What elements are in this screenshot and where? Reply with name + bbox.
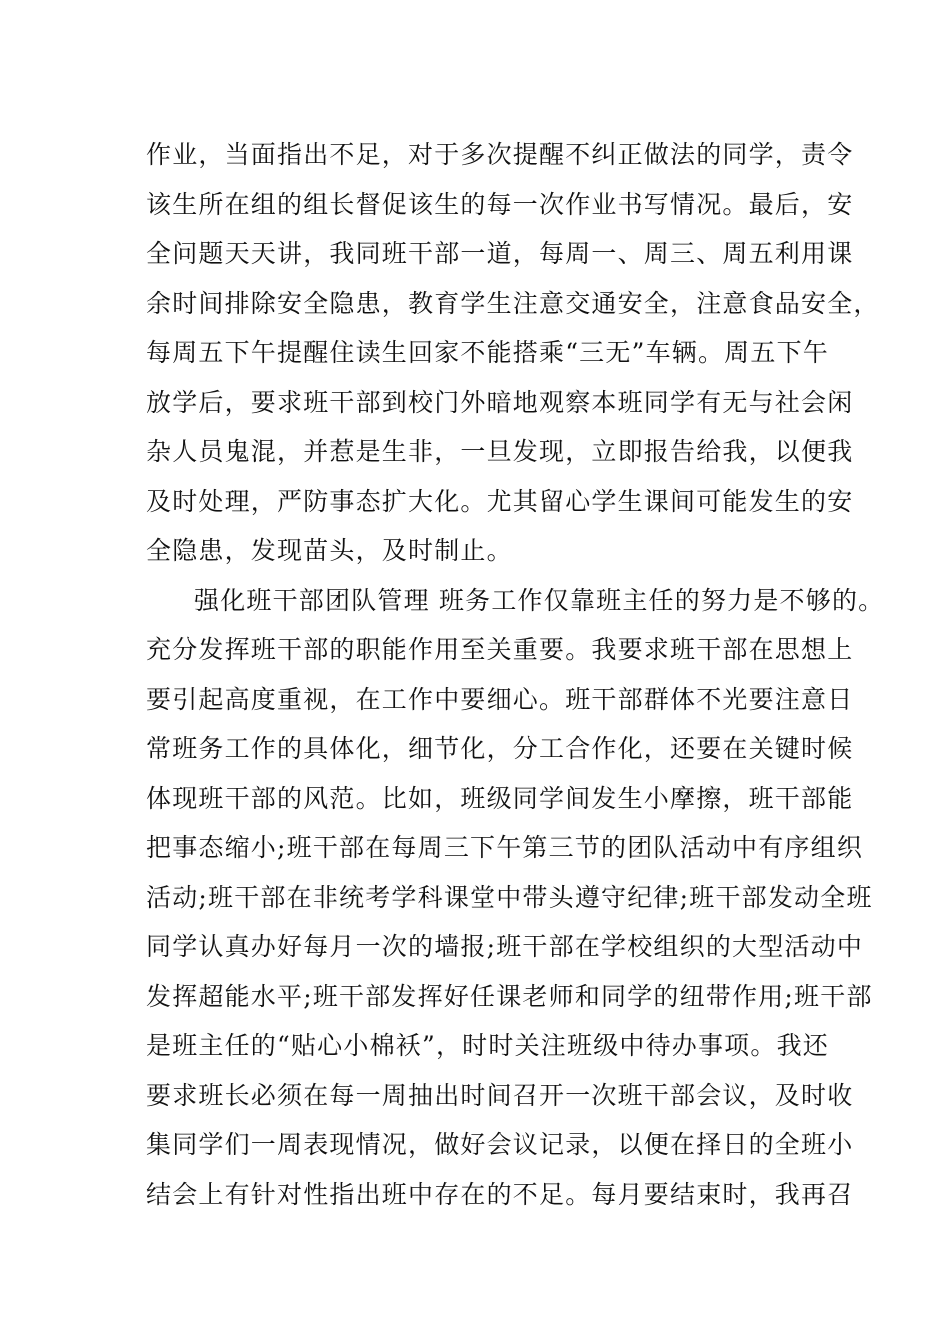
text-line: 每周五下午提醒住读生回家不能搭乘“三无”车辆。周五下午 [146,338,829,367]
text-line: 全问题天天讲，我同班干部一道，每周一、周三、周五利用课 [146,239,854,268]
body-text [146,130,885,1219]
text-line: 同学认真办好每月一次的墙报;班干部在学校组织的大型活动中 [146,932,864,961]
text-line: 余时间排除安全隐患，教育学生注意交通安全，注意食品安全， [146,288,880,318]
text-line: 要引起高度重视，在工作中要细心。班干部群体不光要注意日 [146,684,854,714]
text-line: 发挥超能水平;班干部发挥好任课老师和同学的纽带作用;班干部 [146,981,873,1011]
text-line: 作业，当面指出不足，对于多次提醒不纠正做法的同学，责令 [146,140,854,169]
text-line: 把事态缩小;班干部在每周三下午第三节的团队活动中有序组织 [146,833,864,862]
text-line: 充分发挥班干部的职能作用至关重要。我要求班干部在思想上 [146,635,854,664]
text-line: 要求班长必须在每一周抽出时间召开一次班干部会议，及时收 [146,1080,854,1110]
paragraph-heading-line: 强化班干部团队管理 班务工作仅靠班主任的努力是不够的。 [194,585,885,615]
text-line: 全隐患，发现苗头，及时制止。 [146,536,513,565]
text-line: 结会上有针对性指出班中存在的不足。每月要结束时，我再召 [146,1179,854,1209]
text-line: 是班主任的“贴心小棉袄”，时时关注班级中待办事项。我还 [146,1031,829,1060]
text-line: 集同学们一周表现情况，做好会议记录，以便在择日的全班小 [146,1130,854,1159]
text-line: 体现班干部的风范。比如，班级同学间发生小摩擦，班干部能 [146,783,854,813]
text-line: 及时处理，严防事态扩大化。尤其留心学生课间可能发生的安 [146,486,854,516]
text-line: 该生所在组的组长督促该生的每一次作业书写情况。最后，安 [146,189,854,219]
text-line: 放学后，要求班干部到校门外暗地观察本班同学有无与社会闲 [146,387,854,417]
text-line: 活动;班干部在非统考学科课堂中带头遵守纪律;班干部发动全班 [146,882,873,912]
text-line: 杂人员鬼混，并惹是生非，一旦发现，立即报告给我，以便我 [146,437,854,466]
text-line: 常班务工作的具体化，细节化，分工合作化，还要在关键时候 [146,734,854,763]
